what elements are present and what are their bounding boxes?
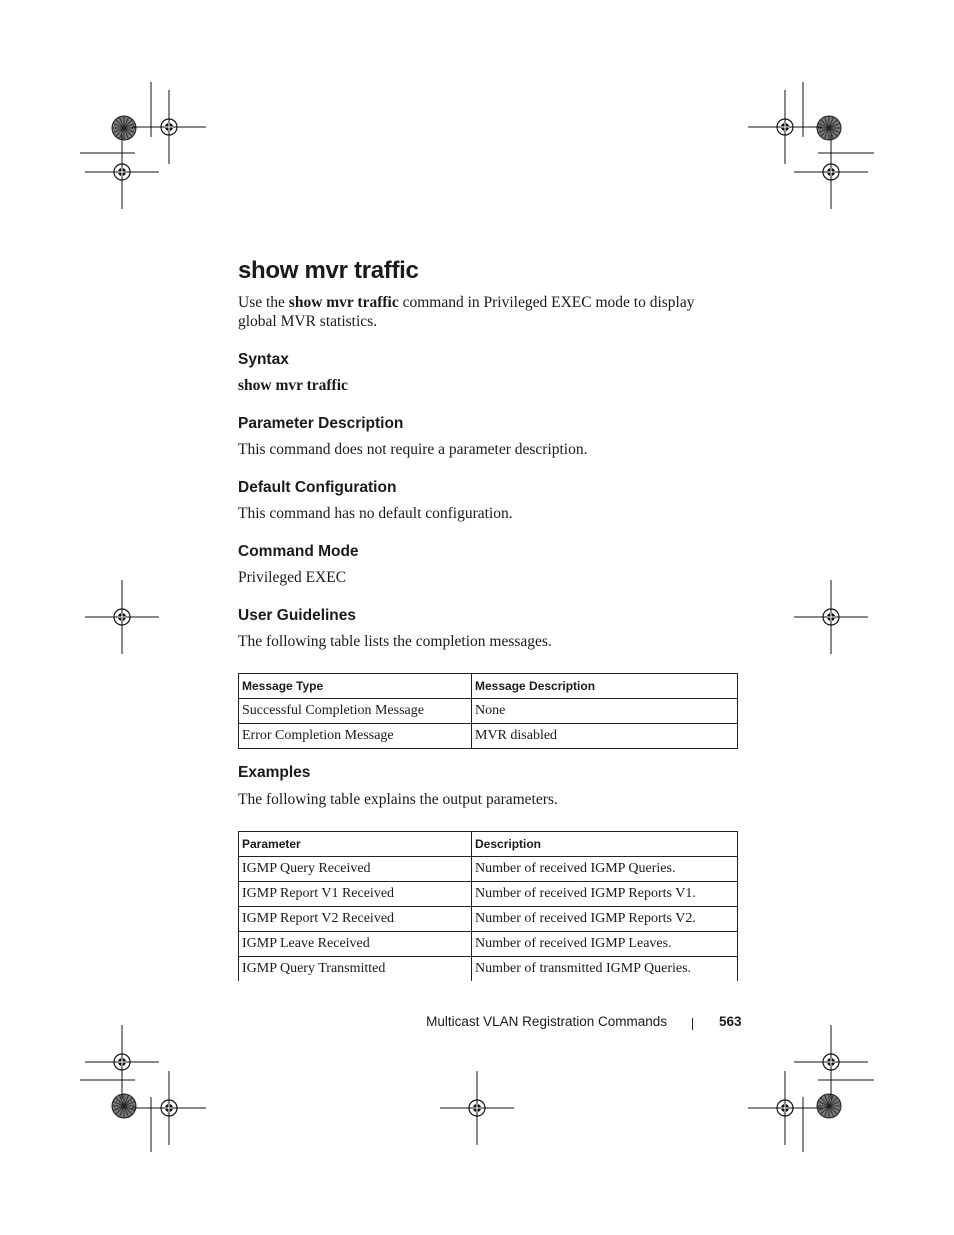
table-cell: None	[472, 699, 738, 724]
page-footer	[0, 1014, 954, 1034]
table-cell: IGMP Report V2 Received	[239, 907, 472, 932]
table-cell: Number of received IGMP Queries.	[472, 857, 738, 882]
column-header: Message Type	[239, 674, 472, 699]
column-header: Message Description	[472, 674, 738, 699]
page-number: 563	[719, 1014, 742, 1029]
table-row	[239, 857, 738, 882]
table-cell: Error Completion Message	[239, 724, 472, 749]
user-guidelines-heading: User Guidelines	[238, 607, 357, 624]
table-row	[239, 699, 738, 724]
table-row	[239, 724, 738, 749]
completion-messages-table	[238, 673, 738, 749]
user-guidelines-text: The following table lists the completion messages.	[238, 633, 552, 650]
column-header: Parameter	[239, 832, 472, 857]
intro-line2: global MVR statistics.	[238, 313, 378, 330]
examples-text: The following table explains the output parameters.	[238, 791, 558, 808]
parameter-description-text: This command does not require a parameter description.	[238, 441, 588, 458]
command-mode-heading: Command Mode	[238, 543, 359, 560]
intro-suffix: command in Privileged EXEC mode to display	[398, 294, 695, 311]
examples-heading: Examples	[238, 764, 311, 781]
parameter-description-heading: Parameter Description	[238, 415, 404, 432]
table-cell: IGMP Leave Received	[239, 932, 472, 957]
footer-separator	[692, 1018, 693, 1030]
output-parameters-table	[238, 831, 738, 981]
intro-paragraph	[238, 293, 738, 331]
page-title: show mvr traffic	[238, 257, 419, 284]
table-cell: IGMP Query Received	[239, 857, 472, 882]
table-row	[239, 907, 738, 932]
table-header-row	[239, 674, 738, 699]
intro-command: show mvr traffic	[288, 294, 399, 311]
intro-prefix: Use the	[238, 294, 289, 311]
syntax-text: show mvr traffic	[238, 377, 348, 394]
table-cell: IGMP Report V1 Received	[239, 882, 472, 907]
command-mode-text: Privileged EXEC	[238, 569, 347, 586]
table-row	[239, 932, 738, 957]
column-header: Description	[472, 832, 738, 857]
default-configuration-text: This command has no default configuration.	[238, 505, 513, 522]
footer-chapter-title: Multicast VLAN Registration Commands	[426, 1014, 667, 1029]
table-cell: Successful Completion Message	[239, 699, 472, 724]
default-configuration-heading: Default Configuration	[238, 479, 397, 496]
table-cell: Number of received IGMP Reports V2.	[472, 907, 738, 932]
syntax-heading: Syntax	[238, 351, 289, 368]
table-cell: MVR disabled	[472, 724, 738, 749]
table-row	[239, 882, 738, 907]
table-cell: IGMP Query Transmitted	[239, 957, 472, 982]
table-row	[239, 957, 738, 982]
table-cell: Number of received IGMP Reports V1.	[472, 882, 738, 907]
table-header-row	[239, 832, 738, 857]
table-cell: Number of transmitted IGMP Queries.	[472, 957, 738, 982]
table-cell: Number of received IGMP Leaves.	[472, 932, 738, 957]
